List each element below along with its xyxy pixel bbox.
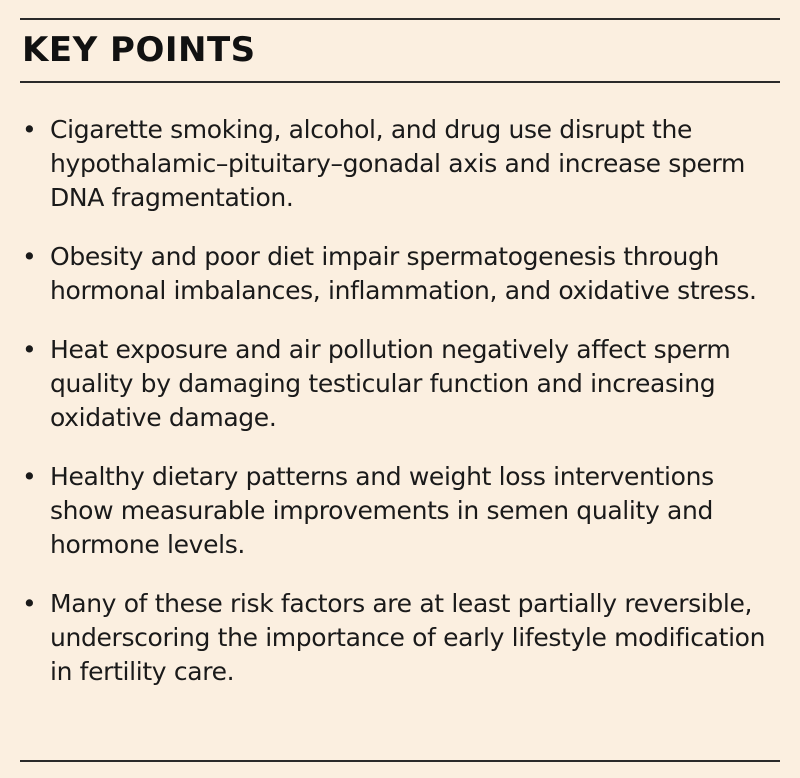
key-point-text: Many of these risk factors are at least partially reversible, underscoring the importance of early lifestyle modification in fertility care. — [50, 589, 766, 686]
key-point-item — [22, 460, 782, 562]
key-point-text: Obesity and poor diet impair spermatogenesis through hormonal imbalances, inflammation, and oxidative stress. — [50, 242, 757, 305]
bullet-icon: • — [22, 242, 37, 271]
bottom-rule — [20, 760, 780, 762]
key-point-text: Cigarette smoking, alcohol, and drug use disrupt the hypothalamic–pituitary–gonadal axis and increase sperm DNA fragmentation. — [50, 115, 745, 212]
key-points-list — [22, 113, 782, 714]
key-point-item — [22, 240, 782, 308]
key-point-item — [22, 587, 782, 689]
key-point-item — [22, 333, 782, 435]
top-rule — [20, 18, 780, 20]
key-points-heading: KEY POINTS — [22, 30, 256, 70]
key-point-text: Heat exposure and air pollution negatively affect sperm quality by damaging testicular function and increasing oxidative damage. — [50, 335, 731, 432]
heading-rule — [20, 81, 780, 83]
key-point-text: Healthy dietary patterns and weight loss interventions show measurable improvements in semen quality and hormone levels. — [50, 462, 714, 559]
bullet-icon: • — [22, 462, 37, 491]
bullet-icon: • — [22, 589, 37, 618]
bullet-icon: • — [22, 115, 37, 144]
key-point-item — [22, 113, 782, 215]
bullet-icon: • — [22, 335, 37, 364]
